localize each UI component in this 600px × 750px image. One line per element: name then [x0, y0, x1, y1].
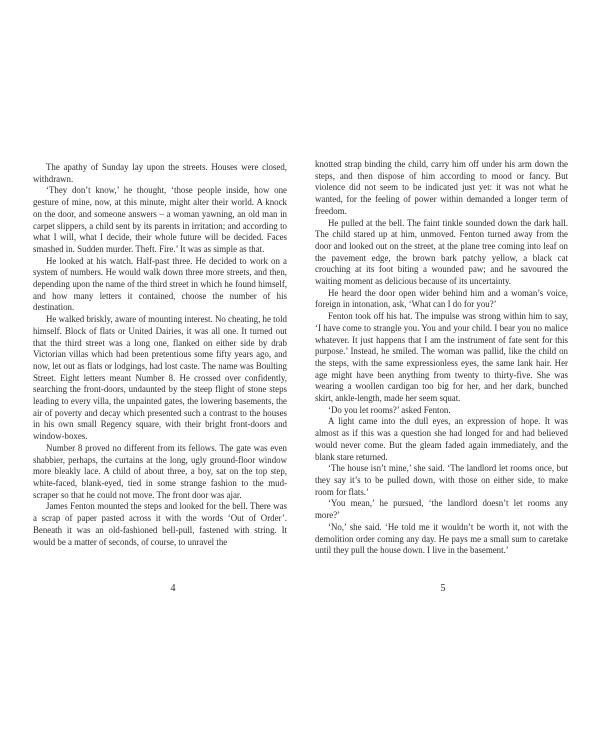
- left-paragraph-2: ‘They don’t know,’ he thought, ‘those people inside, how one gesture of mine, now, at this minute, might alter their world. A knock on the door, and someone answers – a woman yawning, an old man in carpet slippers, a child sent by its parents in irritation; and according to what I will, what I decide, their whole future will be decided. Faces smashed in. Sudden murder. Theft. Fire.’ It was as simple as that.: [33, 185, 287, 254]
- right-paragraph-4: Fenton took off his hat. The impulse was strong within him to say, ‘I have come to strangle you. You and your child. I bear you no malice whatever. It just happens that I am the instrument of fate sent for this purpose.’ Instead, he smiled. The woman was pallid, like the child on the steps, with the same expressionless eyes, the same lank hair. Her age might have been anything from twenty to thirty-five. She was wearing a woollen cardigan too big for her, and her dark, bunched skirt, ankle-length, made her seem squat.: [315, 311, 568, 404]
- right-paragraph-2: He pulled at the bell. The faint tinkle sounded down the dark hall. The child stared up at him, unmoved. Fenton turned away from the door and looked out on the street, at the plane tree coming into leaf on the pavement edge, the brown bark patchy yellow, a black cat crouching at its foot biting a wounded paw; and he savoured the waiting moment as delicious because of its uncertainty.: [315, 217, 568, 287]
- left-paragraph-3: He looked at his watch. Half-past three. He decided to work on a system of numbers. He would walk down three more streets, and then, depending upon the name of the third street in which he found himself, and how many letters it contained, choose the number of his destination.: [33, 255, 287, 313]
- left-page-number: 4: [170, 583, 176, 594]
- left-paragraph-5: Number 8 proved no different from its fellows. The gate was even shabbier, perhaps, the curtains at the long, ugly ground-floor window more bleakly lace. A child of about three, a boy, sat on the top step, white-faced, blank-eyed, tied in some strange fashion to the mud-scraper so that he could not move. The front door was ajar.: [33, 442, 287, 500]
- right-paragraph-7: ‘The house isn’t mine,’ she said. ‘The landlord let rooms once, but they say it’s to be pulled down, with those on either side, to make room for flats.’: [315, 463, 568, 497]
- right-page: [315, 159, 568, 557]
- right-page-number: 5: [440, 583, 446, 594]
- left-paragraph-1: The apathy of Sunday lay upon the streets. Houses were closed, withdrawn.: [33, 162, 287, 184]
- right-paragraph-1: knotted strap binding the child, carry him off under his arm down the steps, and then dispose of him according to mood or fancy. But violence did not seem to be indicated just yet: it was not what he wanted, for the feeling of power within demanded a longer term of freedom.: [315, 159, 568, 216]
- right-paragraph-8: ‘You mean,’ he pursued, ‘the landlord doesn’t let rooms any more?’: [315, 498, 568, 521]
- left-paragraph-6: James Fenton mounted the steps and looked for the bell. There was a scrap of paper pasted across it with the words ‘Out of Order’. Beneath it was an old-fashioned bell-pull, fastened with string. It would be a matter of seconds, of course, to unravel the: [33, 501, 287, 547]
- left-paragraph-4: He walked briskly, aware of mounting interest. No cheating, he told himself. Block of flats or United Dairies, it was all one. It turned out that the third street was a long one, flanked on either side by drab Victorian villas which had been pretentious some fifty years ago, and now, let out as flats or lodgings, had lost caste. The name was Boulting Street. Eight letters meant Number 8. He crossed over confidently, searching the front-doors, undaunted by the steep flight of stone steps leading to every villa, the unpainted gates, the lowering basements, the air of poverty and decay which presented such a contrast to the houses in his own small Regency square, with their bright front-doors and window-boxes.: [33, 314, 287, 442]
- left-page: [33, 162, 287, 548]
- right-paragraph-9: ‘No,’ she said. ‘He told me it wouldn’t be worth it, not with the demolition order coming any day. He pays me a small sum to caretake until they pull the house down. I live in the basement.’: [315, 521, 568, 556]
- right-paragraph-6: A light came into the dull eyes, an expression of hope. It was almost as if this was a question she had longed for and had believed would never come. But the gleam faded again immediately, and the blank stare returned.: [315, 416, 568, 462]
- right-paragraph-3: He heard the door open wider behind him and a woman’s voice, foreign in intonation, ask, ‘What can I do for you?’: [315, 287, 568, 310]
- right-paragraph-5: ‘Do you let rooms?’ asked Fenton.: [328, 404, 451, 415]
